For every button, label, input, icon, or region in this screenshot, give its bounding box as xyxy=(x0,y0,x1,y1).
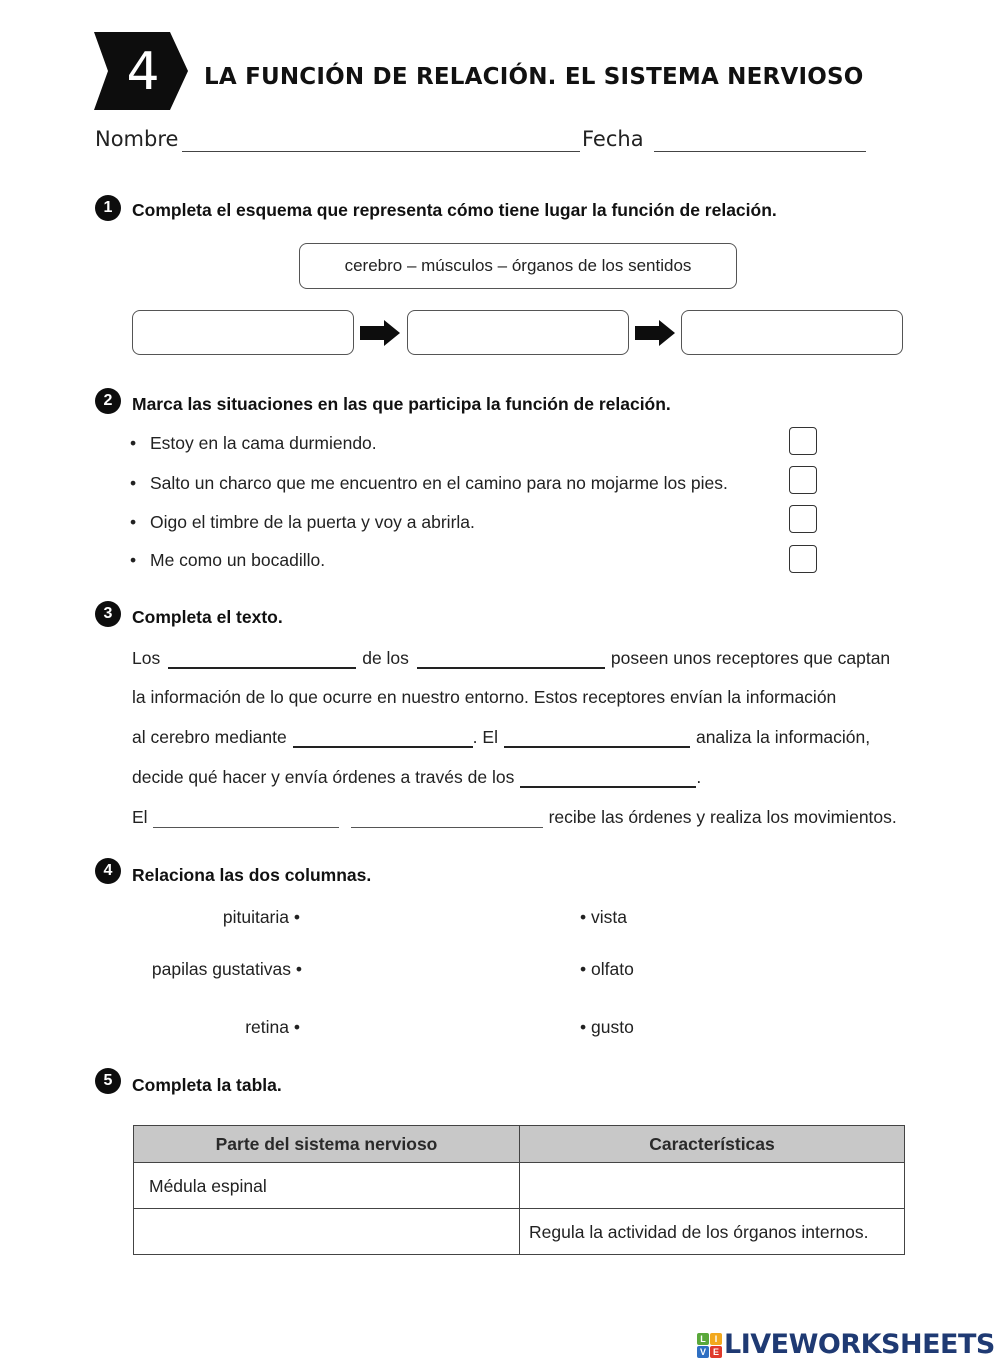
blank-field[interactable] xyxy=(351,810,543,828)
exercise-5-number: 5 xyxy=(95,1068,121,1094)
logo-tiles-icon: L I V E xyxy=(697,1333,722,1358)
exercise-4-title: Relaciona las dos columnas. xyxy=(132,865,372,885)
column-header: Parte del sistema nervioso xyxy=(134,1126,520,1163)
right-arrow-icon xyxy=(360,320,400,346)
scheme-box-2[interactable] xyxy=(407,310,629,355)
situation-item: • Oigo el timbre de la puerta y voy a abrirla. xyxy=(130,512,475,532)
table-row xyxy=(134,1163,905,1209)
situation-checkbox[interactable] xyxy=(789,427,817,455)
text-line-2: la información de lo que ocurre en nuestro entorno. Estos receptores envían la información xyxy=(132,687,837,707)
situation-checkbox[interactable] xyxy=(789,466,817,494)
exercise-2-title: Marca las situaciones en las que participa la función de relación. xyxy=(132,394,671,414)
match-right-item[interactable]: • olfato xyxy=(580,959,634,979)
text-line-5: El recibe las órdenes y realiza los movimientos. xyxy=(132,807,897,827)
match-left-item[interactable]: retina • xyxy=(245,1017,300,1037)
text-line-4: decide qué hacer y envía órdenes a través de los . xyxy=(132,767,702,787)
scheme-box-3[interactable] xyxy=(681,310,903,355)
blank-field[interactable] xyxy=(153,810,339,828)
table-cell-input[interactable] xyxy=(134,1209,520,1255)
exercise-3-number: 3 xyxy=(95,601,121,627)
situation-item: • Me como un bocadillo. xyxy=(130,550,326,570)
situation-checkbox[interactable] xyxy=(789,505,817,533)
exercise-2-number: 2 xyxy=(95,388,121,414)
blank-field[interactable] xyxy=(417,651,605,669)
blank-field[interactable] xyxy=(168,651,356,669)
table-row xyxy=(134,1209,905,1255)
name-label: Nombre xyxy=(95,127,179,151)
right-arrow-icon xyxy=(635,320,675,346)
date-label: Fecha xyxy=(582,127,644,151)
table-cell-input[interactable] xyxy=(520,1163,905,1209)
exercise-1-title: Completa el esquema que representa cómo tiene lugar la función de relación. xyxy=(132,200,777,220)
match-right-item[interactable]: • vista xyxy=(580,907,627,927)
nervous-system-table xyxy=(133,1125,905,1255)
situation-checkbox[interactable] xyxy=(789,545,817,573)
column-header: Características xyxy=(520,1126,905,1163)
exercise-5-title: Completa la tabla. xyxy=(132,1075,282,1095)
logo-text: LIVEWORKSHEETS xyxy=(724,1329,995,1360)
match-left-item[interactable]: papilas gustativas • xyxy=(151,959,302,979)
match-right-item[interactable]: • gusto xyxy=(580,1017,634,1037)
word-bank: cerebro – músculos – órganos de los sentidos xyxy=(299,243,737,289)
liveworksheets-logo xyxy=(697,1331,995,1359)
situation-item: • Estoy en la cama durmiendo. xyxy=(130,433,377,453)
text-line-3: al cerebro mediante . El analiza la información, xyxy=(132,727,871,747)
exercise-3-title: Completa el texto. xyxy=(132,607,283,627)
blank-field[interactable] xyxy=(520,770,696,788)
table-cell: Médula espinal xyxy=(134,1163,520,1209)
blank-field[interactable] xyxy=(293,730,473,748)
name-field[interactable] xyxy=(182,150,580,152)
situation-item: • Salto un charco que me encuentro en el camino para no mojarme los pies. xyxy=(130,473,728,493)
page-title: LA FUNCIÓN DE RELACIÓN. EL SISTEMA NERVIOSO xyxy=(204,64,864,90)
match-left-item[interactable]: pituitaria • xyxy=(222,907,300,927)
date-field[interactable] xyxy=(654,150,866,152)
blank-field[interactable] xyxy=(504,730,690,748)
text-line-1: Los de los poseen unos receptores que captan xyxy=(132,648,891,668)
unit-number: 4 xyxy=(126,42,160,102)
table-cell: Regula la actividad de los órganos internos. xyxy=(520,1209,905,1255)
exercise-1-number: 1 xyxy=(95,195,121,221)
scheme-box-1[interactable] xyxy=(132,310,354,355)
exercise-4-number: 4 xyxy=(95,858,121,884)
